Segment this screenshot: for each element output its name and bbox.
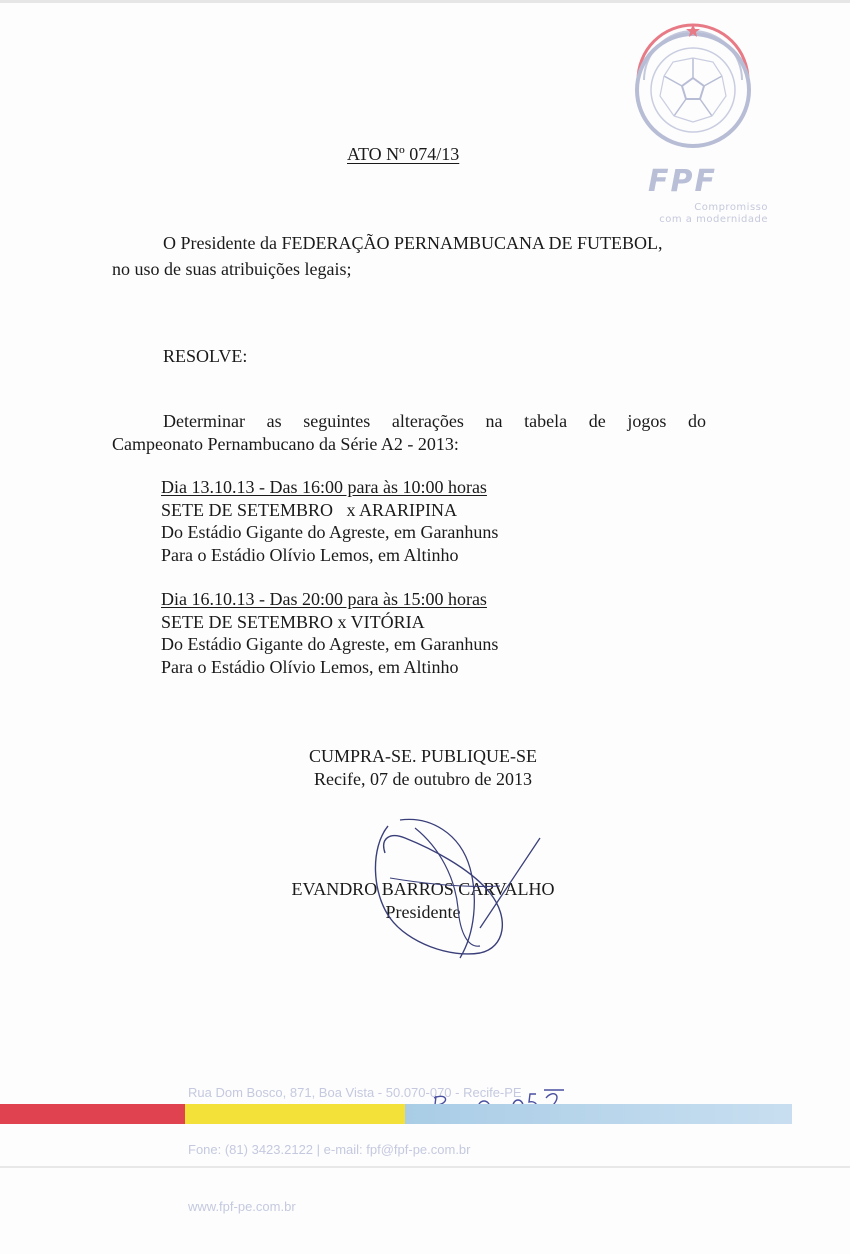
slogan-line-1: Compromisso bbox=[694, 202, 768, 213]
emblem-ball-lines-icon bbox=[664, 58, 722, 116]
determine-line-2: Campeonato Pernambucano da Série A2 - 2013: bbox=[112, 434, 459, 454]
change-to-venue: Para o Estádio Olívio Lemos, em Altinho bbox=[161, 656, 459, 677]
signature-stroke-3 bbox=[415, 828, 480, 946]
scan-top-edge bbox=[0, 0, 850, 3]
intro-paragraph bbox=[112, 230, 712, 282]
change-from-venue: Do Estádio Gigante do Agreste, em Garanhuns bbox=[161, 634, 499, 654]
change-match: SETE DE SETEMBRO x VITÓRIA bbox=[161, 611, 425, 632]
change-heading: Dia 16.10.13 - Das 20:00 para às 15:00 horas bbox=[161, 589, 487, 609]
determine-line-1: Determinar as seguintes alterações na tabela de jogos do bbox=[163, 411, 706, 431]
change-from-venue: Do Estádio Gigante do Agreste, em Garanhuns bbox=[161, 522, 499, 542]
closing-date: Recife, 07 de outubro de 2013 bbox=[314, 769, 532, 789]
stripe-yellow bbox=[185, 1104, 405, 1124]
change-match: SETE DE SETEMBRO x ARARIPINA bbox=[161, 499, 458, 520]
stripe-red bbox=[0, 1104, 185, 1124]
schedule-change-2 bbox=[161, 588, 498, 678]
slogan-line-2: com a modernidade bbox=[659, 214, 768, 225]
emblem-ball-pentagon-icon bbox=[682, 78, 704, 99]
closing-line-1: CUMPRA-SE. PUBLIQUE-SE bbox=[308, 746, 538, 766]
footer-address-line-2: Fone: (81) 3423.2122 | e-mail: fpf@fpf-pe.com.br bbox=[188, 1142, 471, 1157]
footer-address bbox=[188, 1045, 522, 1254]
closing-block bbox=[250, 745, 596, 791]
schedule-change-1 bbox=[161, 476, 498, 566]
footer-address-line-1: Rua Dom Bosco, 871, Boa Vista - 50.070-070 - Recife-PE bbox=[188, 1085, 522, 1100]
signature-stroke-1 bbox=[375, 826, 502, 954]
change-heading: Dia 13.10.13 - Das 16:00 para às 10:00 horas bbox=[161, 477, 487, 497]
stripe-blue bbox=[405, 1104, 792, 1124]
signer-role: Presidente bbox=[385, 902, 461, 922]
footer-website: www.fpf-pe.com.br bbox=[188, 1199, 296, 1214]
signer-name: EVANDRO BARROS CARVALHO bbox=[291, 879, 555, 899]
scan-bottom-edge bbox=[0, 1166, 850, 1168]
resolve-heading: RESOLVE: bbox=[163, 346, 248, 366]
intro-line-1: O Presidente da FEDERAÇÃO PERNAMBUCANA DE FUTEBOL, bbox=[163, 233, 663, 253]
emblem-ring-icon bbox=[637, 34, 749, 146]
logo-slogan bbox=[618, 202, 768, 226]
signature-stroke-4 bbox=[480, 838, 540, 928]
handwritten-signature bbox=[360, 808, 560, 968]
document-title: ATO Nº 074/13 bbox=[347, 144, 460, 164]
fpf-logo bbox=[618, 18, 768, 228]
footer-color-stripe bbox=[0, 1104, 792, 1124]
determine-paragraph bbox=[112, 410, 706, 456]
intro-line-2: no uso de suas atribuições legais; bbox=[112, 259, 352, 279]
fpf-emblem-icon bbox=[618, 18, 768, 158]
fpf-wordmark: FPF bbox=[648, 164, 717, 199]
change-to-venue: Para o Estádio Olívio Lemos, em Altinho bbox=[161, 544, 459, 565]
